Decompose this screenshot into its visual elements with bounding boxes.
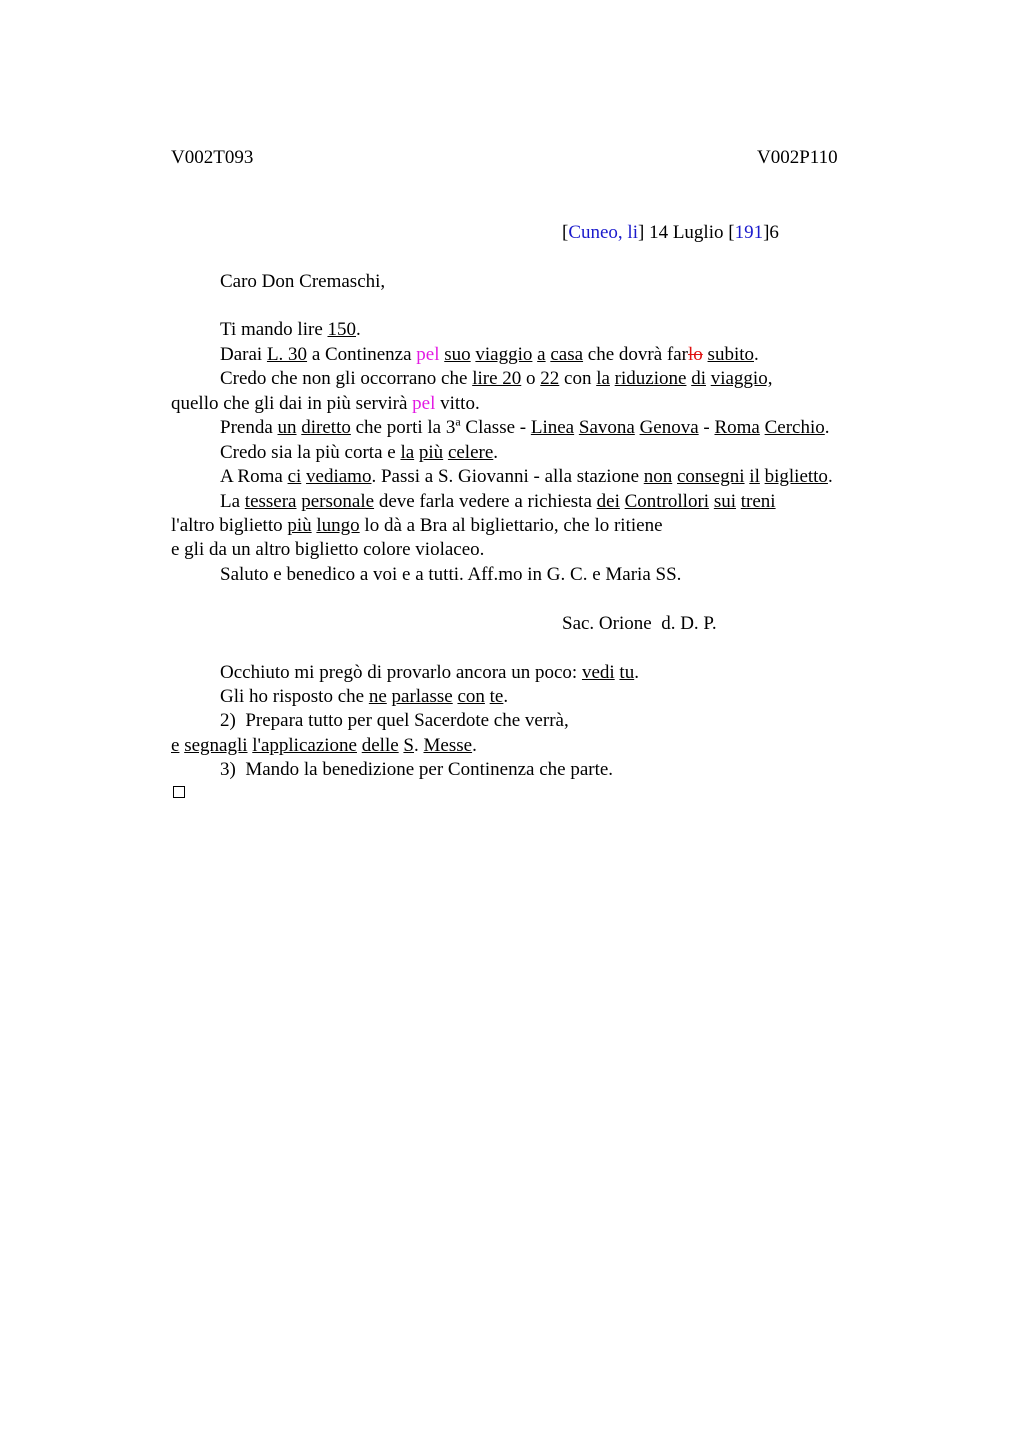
end-marker-square-icon (173, 786, 185, 798)
pel-word: pel (416, 344, 440, 365)
body-line-8: La tessera personale deve farla vedere a richiesta dei Controllori sui treni (220, 491, 776, 512)
postscript-line-4: e segnagli l'applicazione delle S. Messe. (171, 735, 477, 756)
document-code-right: V002P110 (757, 147, 838, 168)
dateline (562, 221, 779, 245)
body-line-5: Prenda un diretto che porti la 3$^a$ Classe - Linea Savona Genova - Roma Cerchio. (220, 414, 830, 438)
editorial-place: Cuneo, li (568, 222, 638, 243)
document-code-left: V002T093 (171, 147, 254, 168)
body-line-3: Credo che non gli occorrano che lire 20 o 22 con la riduzione di viaggio, (220, 368, 773, 389)
signature: Sac. Orione d. D. P. (562, 613, 717, 634)
body-line-6: Credo sia la più corta e la più celere. (220, 442, 499, 463)
deleted-text: lo (688, 344, 703, 365)
body-line-2: Darai L. 30 a Continenza pel suo viaggio a casa che dovrà farlo subito. (220, 344, 759, 365)
body-line-9: l'altro biglietto più lungo lo dà a Bra al bigliettario, che lo ritiene (171, 515, 663, 536)
body-line-10: e gli da un altro biglietto colore violaceo. (171, 539, 485, 560)
date-text: 14 Luglio (644, 222, 729, 243)
editorial-year: 191 (734, 222, 764, 243)
bracket: ] (638, 222, 645, 243)
body-line-4: quello che gli dai in più servirà pel vitto. (171, 393, 480, 414)
postscript-line-5: 3) Mando la benedizione per Continenza che parte. (220, 759, 614, 780)
bracket: ] (763, 222, 770, 243)
year-digit: 6 (769, 222, 779, 243)
postscript-line-2: Gli ho risposto che ne parlasse con te. (220, 686, 509, 707)
postscript-line-1: Occhiuto mi pregò di provarlo ancora un poco: vedi tu. (220, 662, 639, 683)
body-line-11: Saluto e benedico a voi e a tutti. Aff.mo in G. C. e Maria SS. (220, 564, 682, 585)
bracket: [ (562, 222, 569, 243)
pel-word: pel (412, 393, 436, 414)
bracket: [ (728, 222, 735, 243)
salutation: Caro Don Cremaschi, (220, 271, 386, 292)
body-line-7: A Roma ci vediamo. Passi a S. Giovanni - alla stazione non consegni il biglietto. (220, 466, 833, 487)
postscript-line-3: 2) Prepara tutto per quel Sacerdote che verrà, (220, 710, 569, 731)
body-line-1: Ti mando lire 150. (220, 319, 361, 340)
